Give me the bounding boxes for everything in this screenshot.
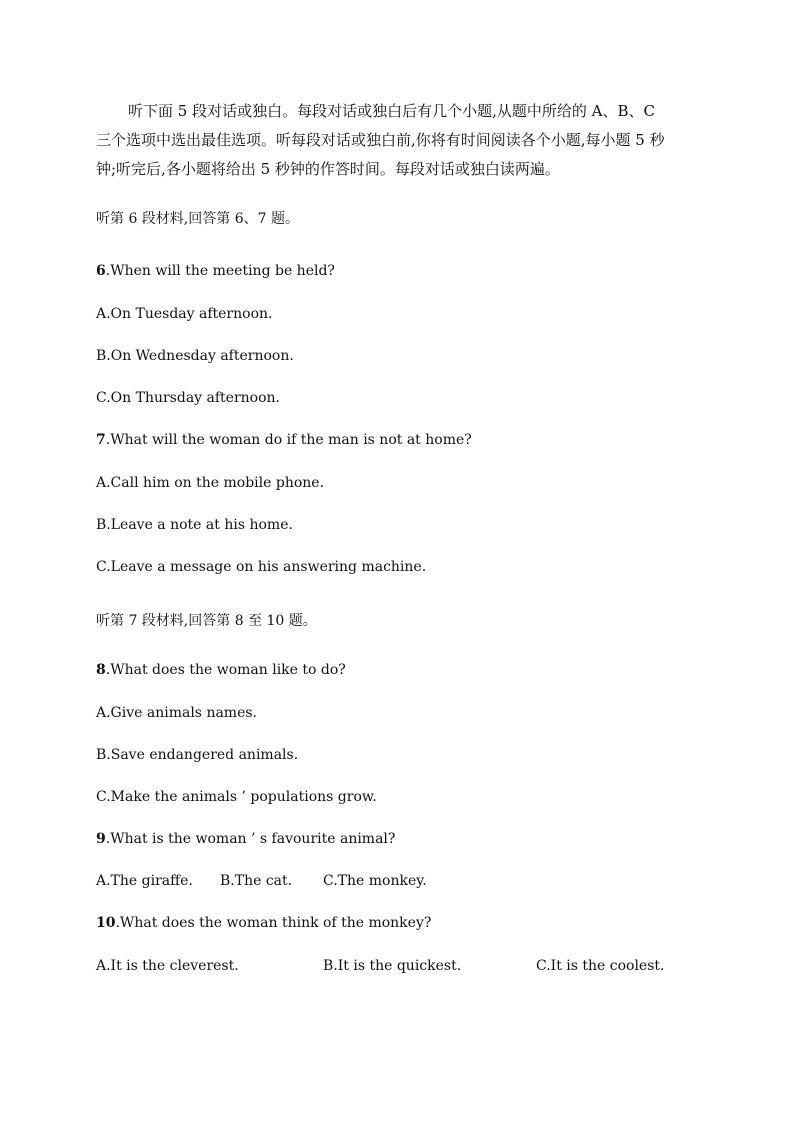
options-row-9 [96,873,496,893]
question-text: .When will the meeting be held? [105,263,335,279]
option-7c: C.Leave a message on his answering machine. [96,559,427,575]
question-7 [96,432,472,448]
option-8b: B.Save endangered animals. [96,747,299,763]
question-number: 7 [96,432,106,448]
question-number: 9 [96,831,106,847]
option-7b: B.Leave a note at his home. [96,517,293,533]
instructions-paragraph [96,97,702,184]
instructions-line-2: 三个选项中选出最佳选项。听每段对话或独白前,你将有时间阅读各个小题,每小题 5 秒 [96,131,665,149]
option-9b: B.The cat. [220,873,293,889]
question-text: .What does the woman think of the monkey? [115,915,432,931]
section-heading-6: 听第 6 段材料,回答第 6、7 题。 [96,211,299,227]
option-10c: C.It is the coolest. [536,958,665,974]
section-heading-7: 听第 7 段材料,回答第 8 至 10 题。 [96,613,317,629]
question-6 [96,263,335,279]
question-text: .What does the woman like to do? [105,662,346,678]
instructions-line-3: 钟;听完后,各小题将给出 5 秒钟的作答时间。每段对话或独白读两遍。 [96,160,560,178]
question-text: .What will the woman do if the man is not at home? [105,432,472,448]
option-6b: B.On Wednesday afternoon. [96,348,294,364]
question-9 [96,831,395,847]
option-8c: C.Make the animals ’ populations grow. [96,789,377,805]
instructions-line-1: 听下面 5 段对话或独白。每段对话或独白后有几个小题,从题中所给的 A、B、C [128,102,655,120]
question-10 [96,915,431,931]
option-6a: A.On Tuesday afternoon. [96,306,273,322]
question-text: .What is the woman ’ s favourite animal? [105,831,396,847]
option-10b: B.It is the quickest. [323,958,462,974]
option-7a: A.Call him on the mobile phone. [96,475,325,491]
question-number: 8 [96,662,106,678]
option-6c: C.On Thursday afternoon. [96,390,280,406]
option-8a: A.Give animals names. [96,705,257,721]
option-9c: C.The monkey. [323,873,427,889]
options-row-10 [96,958,696,978]
question-number: 6 [96,263,106,279]
option-10a: A.It is the cleverest. [96,958,239,974]
question-number: 10 [96,915,116,931]
question-8 [96,662,346,678]
option-9a: A.The giraffe. [96,873,193,889]
